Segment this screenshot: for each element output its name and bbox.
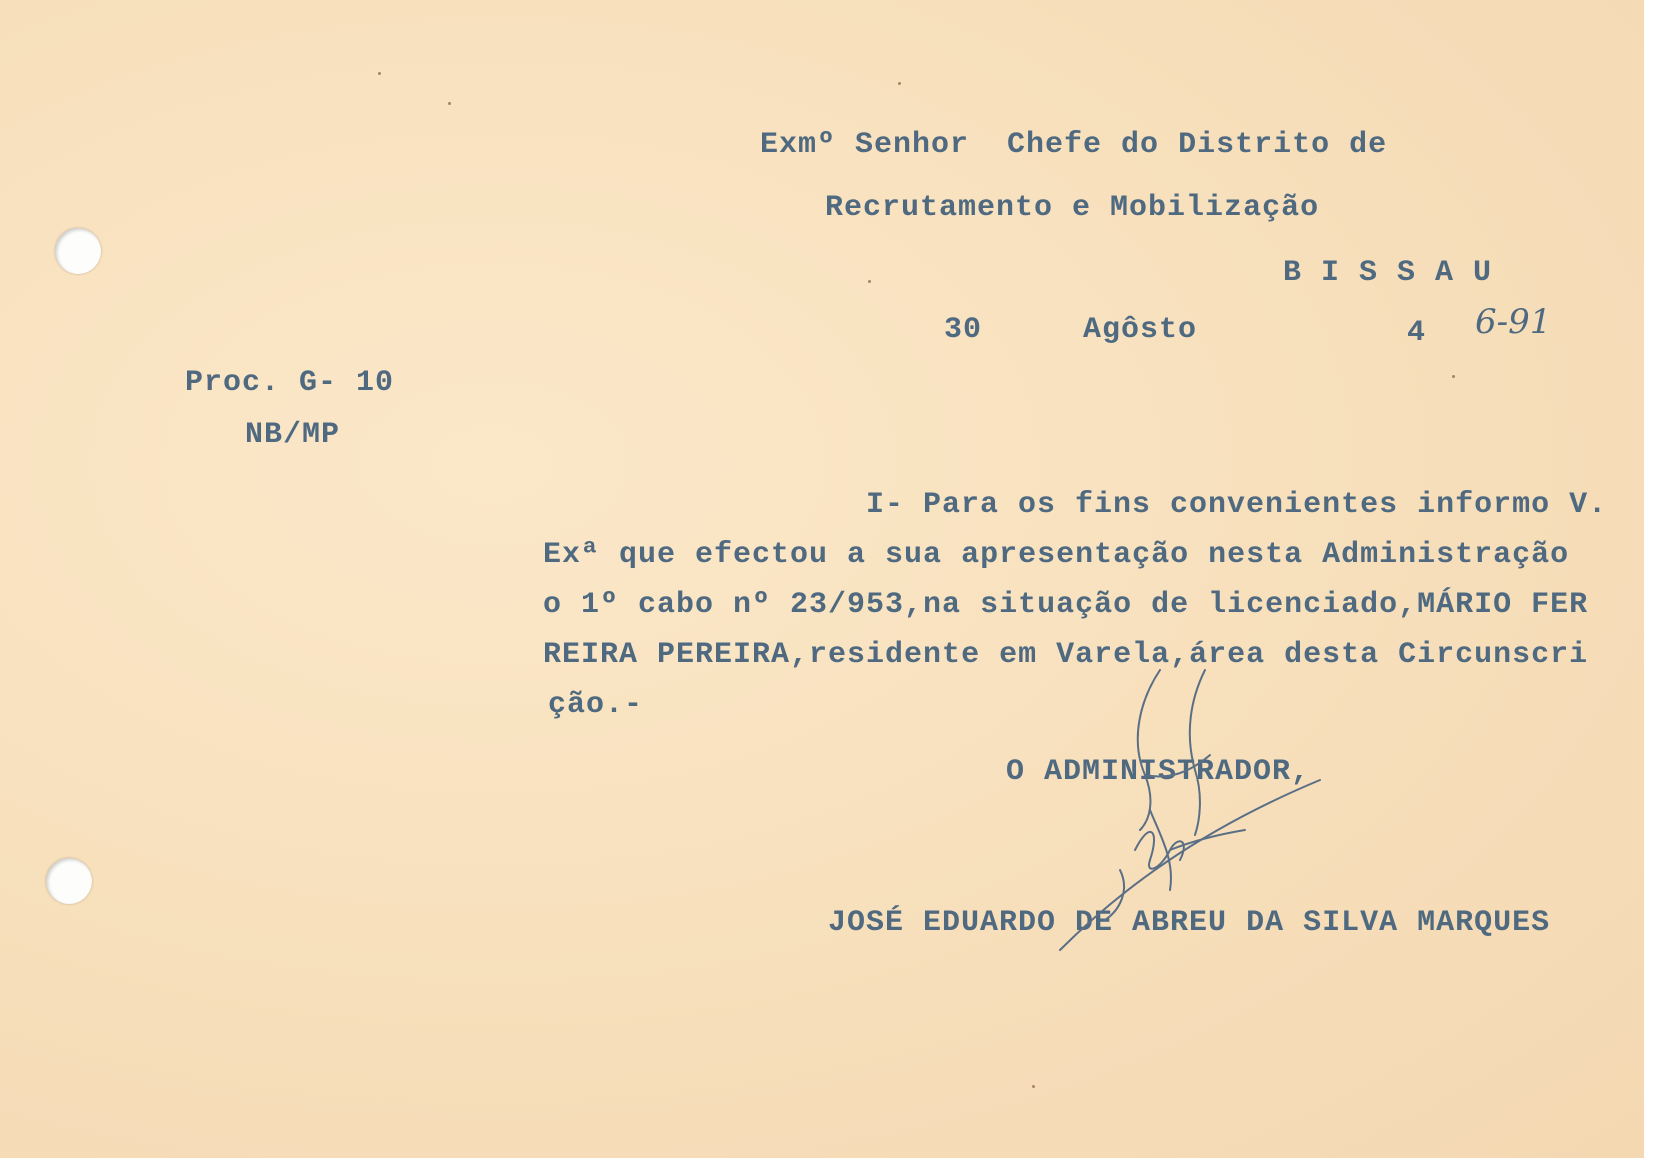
- addressee-line-1: Exmº Senhor Chefe do Distrito de: [760, 128, 1388, 162]
- reference-initials: NB/MP: [245, 418, 341, 452]
- body-line-1: I- Para os fins convenientes informo V.: [866, 488, 1608, 522]
- paper-speck: [1452, 375, 1455, 378]
- signature-title: O ADMINISTRADOR,: [1006, 755, 1311, 789]
- paper-speck: [868, 280, 871, 283]
- body-line-2: Exª que efectou a sua apresentação nesta Administração: [543, 538, 1570, 572]
- paper-speck: [898, 82, 901, 85]
- punch-hole-bottom: [46, 858, 92, 904]
- date-year-typed: 4: [1407, 316, 1427, 350]
- addressee-city: B I S S A U: [1283, 256, 1493, 290]
- paper-speck: [1032, 1085, 1035, 1088]
- body-line-4: REIRA PEREIRA,residente em Varela,área desta Circunscri: [543, 638, 1589, 672]
- date-day: 30: [944, 313, 983, 347]
- reference-proc: Proc. G- 10: [185, 366, 395, 400]
- paper-speck: [448, 102, 451, 105]
- handwritten-signature: [1000, 660, 1340, 960]
- date-month: Agôsto: [1083, 313, 1198, 347]
- addressee-line-2: Recrutamento e Mobilização: [825, 191, 1320, 225]
- body-line-3: o 1º cabo nº 23/953,na situação de licenciado,MÁRIO FER: [543, 588, 1589, 622]
- date-handwritten: 6-91: [1475, 302, 1552, 342]
- body-line-5: ção.-: [548, 688, 644, 722]
- signatory-name: JOSÉ EDUARDO DE ABREU DA SILVA MARQUES: [828, 906, 1551, 940]
- paper-speck: [378, 72, 381, 75]
- punch-hole-top: [55, 228, 101, 274]
